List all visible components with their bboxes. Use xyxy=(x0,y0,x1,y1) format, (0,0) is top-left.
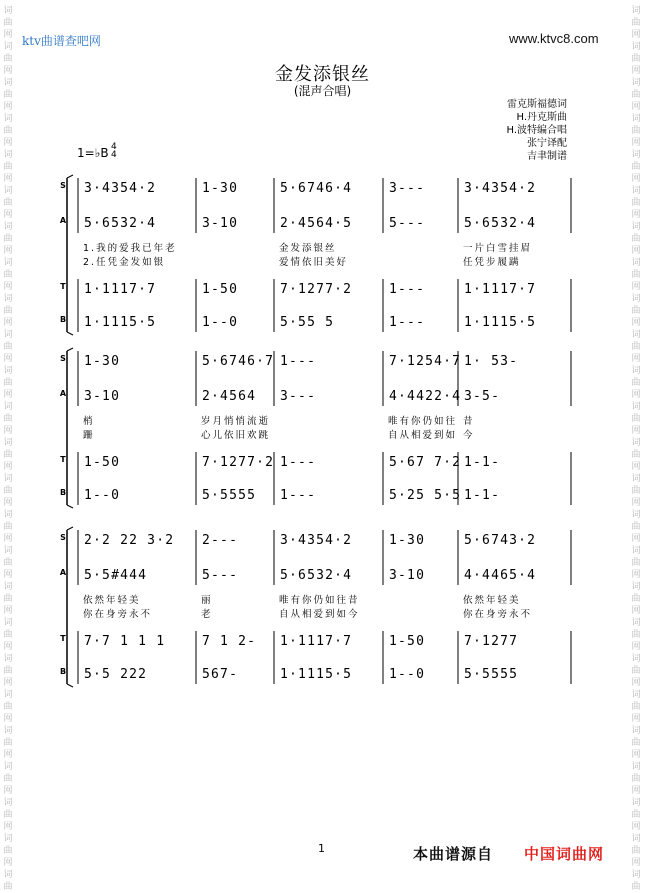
lyric-line xyxy=(78,413,571,427)
watermark-char: 词 xyxy=(3,438,13,448)
watermark-char: 网 xyxy=(631,750,641,760)
watermark-char: 曲 xyxy=(3,486,13,496)
measure: 1-1- xyxy=(464,487,501,503)
watermark-char: 词 xyxy=(631,294,641,304)
voice-row xyxy=(78,530,571,550)
system-bracket-bottom xyxy=(67,332,73,335)
measure: 567- xyxy=(202,666,239,682)
watermark-char: 网 xyxy=(631,858,641,868)
measure: 5·67 7·2 xyxy=(389,454,462,470)
watermark-char: 曲 xyxy=(631,18,641,28)
watermark-char: 曲 xyxy=(3,18,13,28)
watermark-char: 曲 xyxy=(631,54,641,64)
watermark-char: 网 xyxy=(3,102,13,112)
measure: 5--- xyxy=(389,215,426,231)
watermark-char: 曲 xyxy=(3,162,13,172)
credit-composer: H.丹克斯曲 xyxy=(516,112,567,123)
measure: 1-50 xyxy=(202,281,239,297)
lyric-segment: 你在身旁永不 xyxy=(463,609,533,620)
measure: 3-5- xyxy=(464,388,501,404)
watermark-char: 词 xyxy=(3,294,13,304)
measure: 5·5555 xyxy=(202,487,257,503)
credit-transcriber: 吉聿制谱 xyxy=(527,151,567,162)
measure: 3--- xyxy=(389,180,426,196)
system-bracket-bottom xyxy=(67,684,73,687)
watermark-char: 词 xyxy=(631,258,641,268)
measure: 5·5 222 xyxy=(84,666,148,682)
watermark-char: 网 xyxy=(3,786,13,796)
measure: 1-30 xyxy=(202,180,239,196)
watermark-char: 曲 xyxy=(631,162,641,172)
watermark-char: 词 xyxy=(3,78,13,88)
measure: 5·25 5·5 xyxy=(389,487,462,503)
measure: 3·4354·2 xyxy=(84,180,157,196)
measure: 7·1277·2 xyxy=(280,281,353,297)
watermark-char: 网 xyxy=(631,354,641,364)
lyric-segment: 任凭步履蹒 xyxy=(463,257,521,268)
voice-row xyxy=(78,386,571,406)
watermark-char: 网 xyxy=(3,606,13,616)
watermark-char: 网 xyxy=(631,390,641,400)
watermark-char: 词 xyxy=(631,510,641,520)
watermark-char: 词 xyxy=(631,78,641,88)
measure: 1--- xyxy=(389,314,426,330)
watermark-char: 网 xyxy=(3,246,13,256)
watermark-char: 网 xyxy=(631,66,641,76)
watermark-char: 曲 xyxy=(631,810,641,820)
lyric-segment: 唯有你仍如往 xyxy=(388,416,458,427)
lyric-segment: 跚 xyxy=(83,430,95,441)
watermark-char: 网 xyxy=(631,102,641,112)
measure: 5--- xyxy=(202,567,239,583)
measure: 7·1277 xyxy=(464,633,519,649)
measure: 2--- xyxy=(202,532,239,548)
watermark-char: 词 xyxy=(631,330,641,340)
watermark-char: 网 xyxy=(631,246,641,256)
measure: 1--- xyxy=(280,454,317,470)
voice-row xyxy=(78,452,571,472)
lyric-segment: 一片白雪挂眉 xyxy=(463,243,533,254)
part-label: A xyxy=(59,216,67,225)
watermark-char: 网 xyxy=(3,462,13,472)
site-url-right: www.ktvc8.com xyxy=(509,31,599,46)
site-name-left: ktv曲谱查吧网 xyxy=(22,34,101,48)
watermark-char: 词 xyxy=(3,582,13,592)
watermark-char: 网 xyxy=(3,282,13,292)
watermark-char: 曲 xyxy=(631,126,641,136)
watermark-char: 词 xyxy=(631,726,641,736)
watermark-char: 词 xyxy=(3,762,13,772)
voice-row xyxy=(78,664,571,684)
watermark-char: 网 xyxy=(3,390,13,400)
part-label: S xyxy=(60,181,66,190)
watermark-char: 曲 xyxy=(631,774,641,784)
measure: 1-1- xyxy=(464,454,501,470)
watermark-char: 词 xyxy=(631,870,641,880)
watermark-char: 网 xyxy=(631,822,641,832)
watermark-char: 曲 xyxy=(631,738,641,748)
watermark-char: 网 xyxy=(3,426,13,436)
meter-top: 4 xyxy=(111,142,117,152)
watermark-char: 曲 xyxy=(631,414,641,424)
watermark-char: 网 xyxy=(3,678,13,688)
watermark-char: 词 xyxy=(631,546,641,556)
measure: 3-10 xyxy=(84,388,121,404)
meter-bottom: 4 xyxy=(111,150,117,160)
lyric-segment: 丽 xyxy=(201,595,213,606)
lyric-line xyxy=(78,254,571,268)
lyric-segment: 爱情依旧美好 xyxy=(279,257,349,268)
watermark-char: 网 xyxy=(3,822,13,832)
watermark-char: 曲 xyxy=(631,702,641,712)
watermark-char: 网 xyxy=(631,138,641,148)
watermark-char: 词 xyxy=(3,870,13,880)
watermark-char: 网 xyxy=(3,642,13,652)
measure: 1·1117·7 xyxy=(464,281,537,297)
watermark-char: 曲 xyxy=(3,810,13,820)
watermark-char: 曲 xyxy=(631,522,641,532)
watermark-char: 曲 xyxy=(3,54,13,64)
watermark-char: 词 xyxy=(631,42,641,52)
watermark-char: 网 xyxy=(631,462,641,472)
watermark-char: 网 xyxy=(631,426,641,436)
watermark-char: 曲 xyxy=(631,630,641,640)
watermark-char: 词 xyxy=(3,726,13,736)
lyric-segment xyxy=(274,427,383,441)
watermark-char: 网 xyxy=(631,534,641,544)
measure: 1-30 xyxy=(84,353,121,369)
watermark-char: 曲 xyxy=(3,702,13,712)
measure: 5·5#444 xyxy=(84,567,148,583)
system-bracket-top xyxy=(67,527,73,530)
watermark-char: 词 xyxy=(3,546,13,556)
watermark-char: 曲 xyxy=(3,126,13,136)
voice-row xyxy=(78,178,571,198)
voice-row xyxy=(78,279,571,299)
lyric-line xyxy=(78,240,571,254)
watermark-char: 曲 xyxy=(631,882,641,892)
lyric-segment: 昔 xyxy=(463,416,475,427)
watermark-char: 网 xyxy=(631,210,641,220)
watermark-char: 曲 xyxy=(3,90,13,100)
song-subtitle: (混声合唱) xyxy=(293,84,352,98)
watermark-char: 词 xyxy=(631,582,641,592)
part-label: B xyxy=(59,488,67,497)
watermark-char: 曲 xyxy=(631,234,641,244)
watermark-char: 网 xyxy=(3,354,13,364)
lyric-segment xyxy=(383,240,458,254)
watermark-char: 词 xyxy=(631,474,641,484)
watermark-char: 网 xyxy=(3,750,13,760)
watermark-char: 网 xyxy=(3,174,13,184)
voice-row xyxy=(78,213,571,233)
watermark-char: 曲 xyxy=(631,558,641,568)
measure: 2·2 22 3·2 xyxy=(84,532,175,548)
part-label: B xyxy=(59,315,67,324)
measure: 3·4354·2 xyxy=(280,532,353,548)
lyric-segment: 你在身旁永不 xyxy=(83,609,153,620)
watermark-char: 曲 xyxy=(3,594,13,604)
measure: 7·7 1 1 1 xyxy=(84,633,166,649)
watermark-char: 网 xyxy=(631,606,641,616)
watermark-char: 曲 xyxy=(631,198,641,208)
watermark-char: 网 xyxy=(3,318,13,328)
watermark-char: 词 xyxy=(3,186,13,196)
measure: 2·4564 xyxy=(202,388,257,404)
watermark-char: 词 xyxy=(631,366,641,376)
watermark-char: 词 xyxy=(631,186,641,196)
key-signature: 1=♭B xyxy=(77,146,109,160)
measure: 1·1115·5 xyxy=(464,314,537,330)
part-label: S xyxy=(60,533,66,542)
watermark-char: 网 xyxy=(3,66,13,76)
watermark-char: 曲 xyxy=(3,522,13,532)
watermark-char: 曲 xyxy=(3,378,13,388)
lyric-segment: 心儿依旧欢跳 xyxy=(201,430,271,441)
watermark-char: 词 xyxy=(631,834,641,844)
lyric-segment: 依然年轻美 xyxy=(83,595,141,606)
measure: 1--- xyxy=(389,281,426,297)
lyric-line xyxy=(78,606,571,620)
watermark-char: 网 xyxy=(3,714,13,724)
part-label: T xyxy=(60,282,66,291)
lyric-segment: 岁月悄悄流逝 xyxy=(201,416,271,427)
watermark-char: 曲 xyxy=(631,486,641,496)
lyric-segment xyxy=(383,606,458,620)
watermark-char: 曲 xyxy=(3,414,13,424)
watermark-char: 曲 xyxy=(3,558,13,568)
lyric-segment xyxy=(196,240,274,254)
watermark-char: 曲 xyxy=(3,450,13,460)
watermark-char: 曲 xyxy=(3,774,13,784)
watermark-char: 词 xyxy=(3,330,13,340)
lyric-segment: 自从相爱到如今 xyxy=(279,609,360,620)
watermark-char: 词 xyxy=(3,618,13,628)
watermark-char: 曲 xyxy=(3,630,13,640)
watermark-char: 词 xyxy=(631,798,641,808)
watermark-char: 曲 xyxy=(631,306,641,316)
part-label: A xyxy=(59,389,67,398)
lyric-segment: 唯有你仍如往昔 xyxy=(279,595,360,606)
voice-row xyxy=(78,565,571,585)
measure: 1-30 xyxy=(389,532,426,548)
lyric-line xyxy=(78,427,571,441)
watermark-char: 网 xyxy=(3,534,13,544)
watermark-char: 网 xyxy=(631,30,641,40)
watermark-char: 词 xyxy=(3,258,13,268)
measure: 3-10 xyxy=(202,215,239,231)
lyric-segment: 梢 xyxy=(83,416,95,427)
watermark-char: 词 xyxy=(631,654,641,664)
measure: 1· 53- xyxy=(464,353,519,369)
watermark-char: 词 xyxy=(3,114,13,124)
watermark-char: 词 xyxy=(631,402,641,412)
watermark-char: 曲 xyxy=(3,234,13,244)
measure: 5·6532·4 xyxy=(280,567,353,583)
voice-row xyxy=(78,312,571,332)
watermark-char: 网 xyxy=(631,678,641,688)
measure: 1·1115·5 xyxy=(84,314,157,330)
lyric-segment: 金发添银丝 xyxy=(279,243,337,254)
voice-row xyxy=(78,351,571,371)
measure: 1·1117·7 xyxy=(280,633,353,649)
watermark-char: 曲 xyxy=(631,846,641,856)
measure: 5·55 5 xyxy=(280,314,335,330)
watermark-char: 网 xyxy=(3,570,13,580)
watermark-char: 网 xyxy=(631,282,641,292)
lyric-segment xyxy=(196,254,274,268)
watermark-char: 曲 xyxy=(3,846,13,856)
lyric-segment: 1.我的爱我已年老 xyxy=(83,243,177,254)
measure: 5·6746·4 xyxy=(280,180,353,196)
watermark-char: 词 xyxy=(3,834,13,844)
watermark-char: 曲 xyxy=(3,198,13,208)
watermark-char: 曲 xyxy=(631,666,641,676)
watermark-char: 词 xyxy=(3,402,13,412)
measure: 2·4564·5 xyxy=(280,215,353,231)
lyric-segment xyxy=(383,254,458,268)
source-label: 本曲谱源自 xyxy=(413,845,494,863)
part-label: T xyxy=(60,634,66,643)
measure: 3--- xyxy=(280,388,317,404)
part-label: T xyxy=(60,455,66,464)
watermark-char: 曲 xyxy=(631,342,641,352)
measure: 7·1277·2 xyxy=(202,454,275,470)
lyric-segment xyxy=(383,592,458,606)
watermark-char: 网 xyxy=(631,498,641,508)
watermark-char: 网 xyxy=(631,642,641,652)
watermark-char: 词 xyxy=(631,762,641,772)
watermark-char: 曲 xyxy=(631,378,641,388)
watermark-char: 曲 xyxy=(631,450,641,460)
watermark-char: 词 xyxy=(631,6,641,16)
watermark-char: 曲 xyxy=(3,270,13,280)
measure: 5·6532·4 xyxy=(464,215,537,231)
watermark-char: 词 xyxy=(3,474,13,484)
watermark-char: 词 xyxy=(3,510,13,520)
watermark-char: 曲 xyxy=(3,306,13,316)
measure: 5·6743·2 xyxy=(464,532,537,548)
watermark-char: 曲 xyxy=(631,270,641,280)
lyric-segment xyxy=(274,413,383,427)
measure: 4·4422·4 xyxy=(389,388,462,404)
measure: 1-50 xyxy=(84,454,121,470)
watermark-char: 网 xyxy=(631,174,641,184)
watermark-char: 词 xyxy=(631,222,641,232)
system-bracket-bottom xyxy=(67,505,73,508)
credit-translator: 张宁译配 xyxy=(527,138,567,149)
watermark-char: 词 xyxy=(3,150,13,160)
measure: 5·6746·7 xyxy=(202,353,275,369)
measure: 3-10 xyxy=(389,567,426,583)
measure: 1·1117·7 xyxy=(84,281,157,297)
measure: 1--0 xyxy=(202,314,239,330)
watermark-char: 词 xyxy=(3,366,13,376)
measure: 7·1254·7 xyxy=(389,353,462,369)
part-label: A xyxy=(59,568,67,577)
lyric-segment: 依然年轻美 xyxy=(463,595,521,606)
watermark-char: 网 xyxy=(3,498,13,508)
system-bracket-top xyxy=(67,175,73,178)
voice-row xyxy=(78,485,571,505)
lyric-line xyxy=(78,592,571,606)
measure: 1-50 xyxy=(389,633,426,649)
watermark-char: 词 xyxy=(631,438,641,448)
measure: 5·6532·4 xyxy=(84,215,157,231)
part-label: B xyxy=(59,667,67,676)
voice-row xyxy=(78,631,571,651)
lyric-segment: 2.任凭金发如银 xyxy=(83,257,166,268)
source-site-link[interactable]: 中国词曲网 xyxy=(524,845,605,863)
watermark-char: 词 xyxy=(3,798,13,808)
watermark-char: 词 xyxy=(631,618,641,628)
watermark-char: 网 xyxy=(3,138,13,148)
watermark-char: 曲 xyxy=(3,882,13,892)
watermark-char: 词 xyxy=(631,114,641,124)
credit-lyricist: 雷克斯福德词 xyxy=(507,99,567,110)
measure: 4·4465·4 xyxy=(464,567,537,583)
watermark-char: 网 xyxy=(3,858,13,868)
watermark-char: 曲 xyxy=(3,342,13,352)
watermark-char: 网 xyxy=(3,30,13,40)
watermark-char: 网 xyxy=(3,210,13,220)
watermark-char: 曲 xyxy=(631,90,641,100)
watermark-char: 曲 xyxy=(3,666,13,676)
watermark-char: 词 xyxy=(631,690,641,700)
watermark-char: 词 xyxy=(3,6,13,16)
watermark-char: 词 xyxy=(3,222,13,232)
watermark-char: 曲 xyxy=(3,738,13,748)
lyric-segment: 自从相爱到如 xyxy=(388,430,458,441)
watermark-char: 词 xyxy=(3,42,13,52)
watermark-char: 网 xyxy=(631,786,641,796)
measure: 1--0 xyxy=(389,666,426,682)
watermark-char: 网 xyxy=(631,318,641,328)
watermark-char: 词 xyxy=(3,690,13,700)
measure: 1--- xyxy=(280,487,317,503)
page-number: 1 xyxy=(318,842,325,855)
watermark-char: 词 xyxy=(3,654,13,664)
measure: 1·1115·5 xyxy=(280,666,353,682)
watermark-char: 曲 xyxy=(631,594,641,604)
credit-arranger: H.波特编合唱 xyxy=(506,125,567,136)
lyric-segment: 老 xyxy=(201,609,213,620)
system-bracket-top xyxy=(67,348,73,351)
watermark-char: 词 xyxy=(631,150,641,160)
watermark-char: 网 xyxy=(631,570,641,580)
measure: 1--0 xyxy=(84,487,121,503)
song-title: 金发添银丝 xyxy=(275,64,370,85)
measure: 3·4354·2 xyxy=(464,180,537,196)
lyric-segment: 今 xyxy=(463,430,475,441)
measure: 1--- xyxy=(280,353,317,369)
measure: 7 1 2- xyxy=(202,633,257,649)
part-label: S xyxy=(60,354,66,363)
watermark-char: 网 xyxy=(631,714,641,724)
measure: 5·5555 xyxy=(464,666,519,682)
